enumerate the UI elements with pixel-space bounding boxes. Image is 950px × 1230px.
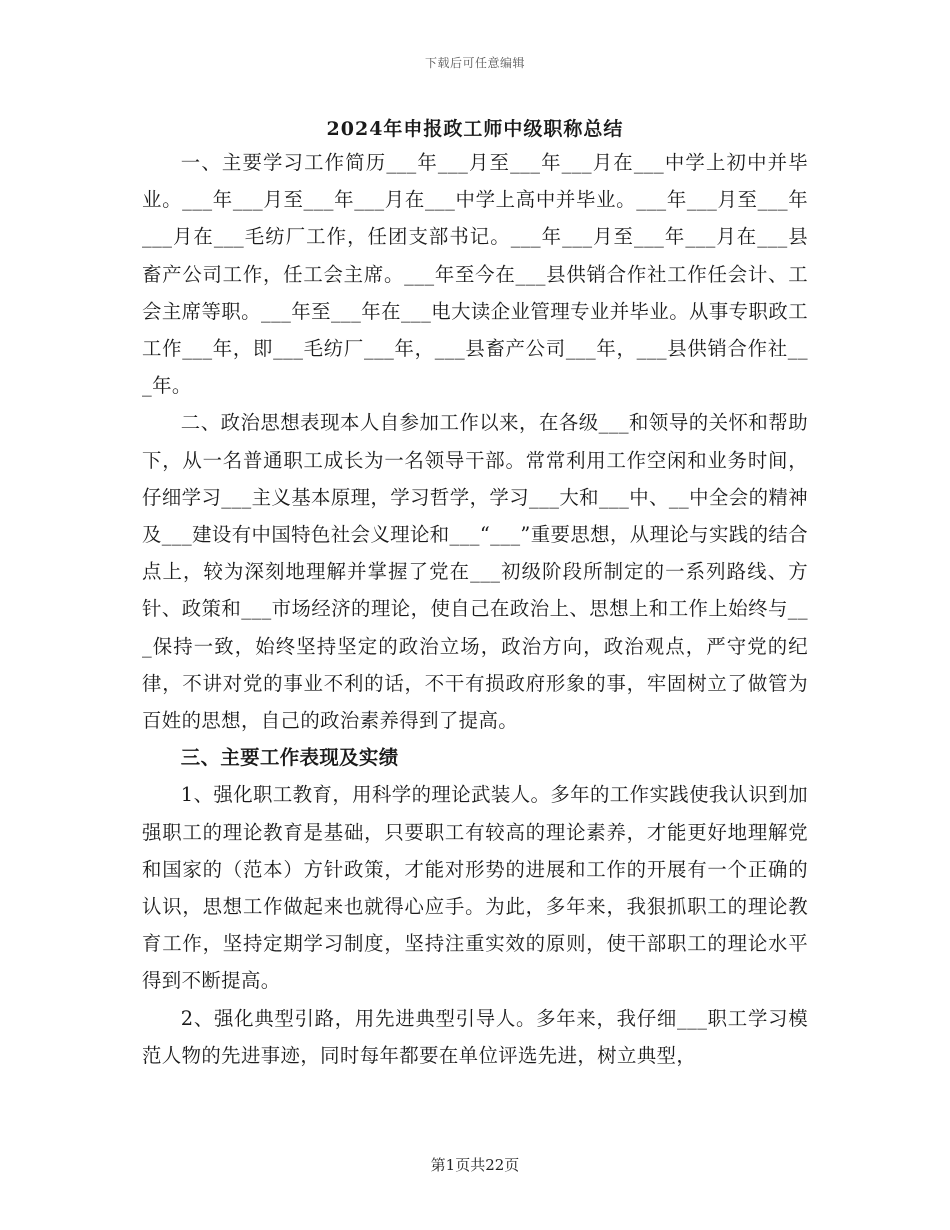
document-title: 2024年申报政工师中级职称总结 (326, 118, 624, 140)
paragraph-political: 二、政治思想表现本人自参加工作以来，在各级___和领导的关怀和帮助下，从一名普通职工成长为一名领导干部。常常利用工作空闲和业务时间，仔细学习___主义基本原理，学习哲学，学习___大和___中、__中全会的精神及___建设有中国特色社会义理论和___“___”重要思想，从理论与实践的结合点上，较为深刻地理解并掌握了党在___初级阶段所制定的一系列路线、方针、政策和___市场经济的理论，使自己在政治上、思想上和工作上始终与___保持一致，始终坚持坚定的政治立场，政治方向，政治观点，严守党的纪律，不讲对党的事业不利的话，不干有损政府形象的事，牢固树立了做管为百姓的思想，自己的政治素养得到了提高。 (142, 411, 808, 733)
paragraph-education: 1、强化职工教育，用科学的理论武装人。多年的工作实践使我认识到加强职工的理论教育是基础，只要职工有较高的理论素养，才能更好地理解党和国家的（范本）方针政策，才能对形势的进展和工作的开展有一个正确的认识，思想工作做起来也就得心应手。为此，多年来，我狠抓职工的理论教育工作，坚持定期学习制度，坚持注重实效的原则，使干部职工的理论水平得到不断提高。 (142, 783, 808, 993)
document-body (142, 144, 808, 1074)
header-note: 下载后可任意编辑 (424, 56, 525, 70)
page-number: 第1页共22页 (430, 1156, 520, 1174)
section-heading-work: 三、主要工作表现及实绩 (180, 746, 399, 770)
paragraph-models: 2、强化典型引路，用先进典型引导人。多年来，我仔细___职工学习模范人物的先进事迹，同时每年都要在单位评选先进，树立典型， (142, 1006, 808, 1067)
paragraph-resume: 一、主要学习工作简历___年___月至___年___月在___中学上初中并毕业。___年___月至___年___月在___中学上高中并毕业。___年___月至___年___月在___毛纺厂工作，任团支部书记。___年___月至___年___月在___县畜产公司工作，任工会主席。___年至今在___县供销合作社工作任会计、工会主席等职。___年至___年在___电大读企业管理专业并毕业。从事专职政工工作___年，即___毛纺厂___年，___县畜产公司___年，___县供销合作社___年。 (142, 151, 808, 398)
